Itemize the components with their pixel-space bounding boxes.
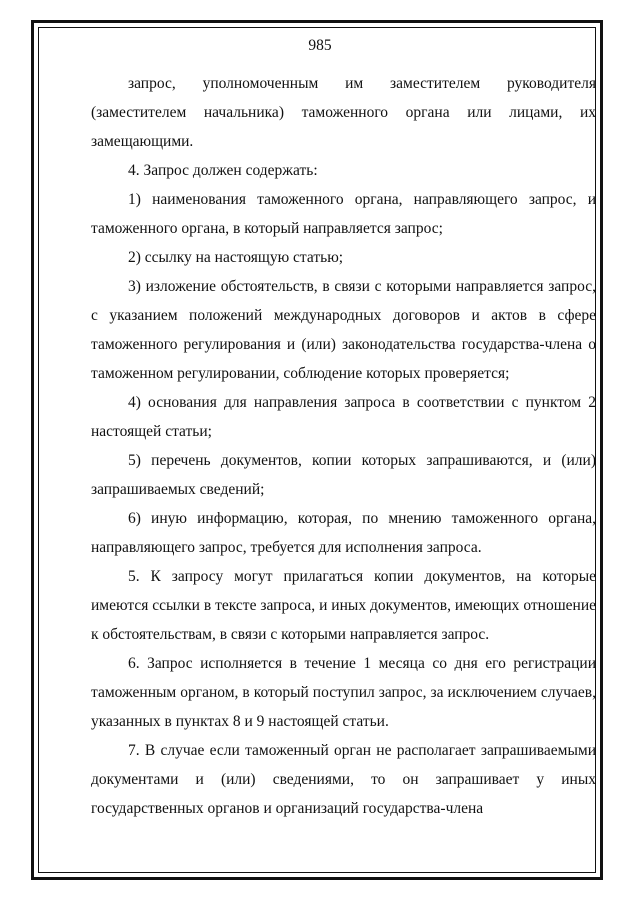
page-number: 985 xyxy=(308,37,332,54)
paragraph-subitem-1: 1) наименования таможенного органа, направляющего запрос, и таможенного органа, в который направляется запрос; xyxy=(91,191,596,237)
paragraph-subitem-4: 4) основания для направления запроса в соответствии с пунктом 2 настоящей статьи; xyxy=(91,394,596,440)
paragraph-item-6: 6. Запрос исполняется в течение 1 месяца со дня его регистрации таможенным органом, в который поступил запрос, за исключением случаев, указанных в пунктах 8 и 9 настоящей статьи. xyxy=(91,655,596,730)
paragraph-subitem-3: 3) изложение обстоятельств, в связи с которыми направляется запрос, с указанием положений международных договоров и актов в сфере таможенного регулирования и (или) законодательства государства-члена о таможенном регулировании, соблюдение которых проверяется; xyxy=(91,278,596,382)
paragraph-subitem-5: 5) перечень документов, копии которых запрашиваются, и (или) запрашиваемых сведений; xyxy=(91,452,596,498)
document-body xyxy=(91,69,596,823)
paragraph-continuation: запрос, уполномоченным им заместителем руководителя (заместителем начальника) таможенного органа или лицами, их замещающими. xyxy=(91,75,596,150)
paragraph-item-4: 4. Запрос должен содержать: xyxy=(128,162,318,179)
paragraph-subitem-2: 2) ссылку на настоящую статью; xyxy=(128,249,344,266)
paragraph-item-7: 7. В случае если таможенный орган не располагает запрашиваемыми документами и (или) сведениями, то он запрашивает у иных государственных органов и организаций государства-члена xyxy=(91,742,596,817)
paragraph-subitem-6: 6) иную информацию, которая, по мнению таможенного органа, направляющего запрос, требуется для исполнения запроса. xyxy=(91,510,596,556)
paragraph-item-5: 5. К запросу могут прилагаться копии документов, на которые имеются ссылки в тексте запроса, и иных документов, имеющих отношение к обстоятельствам, в связи с которыми направляется запрос. xyxy=(91,568,596,643)
